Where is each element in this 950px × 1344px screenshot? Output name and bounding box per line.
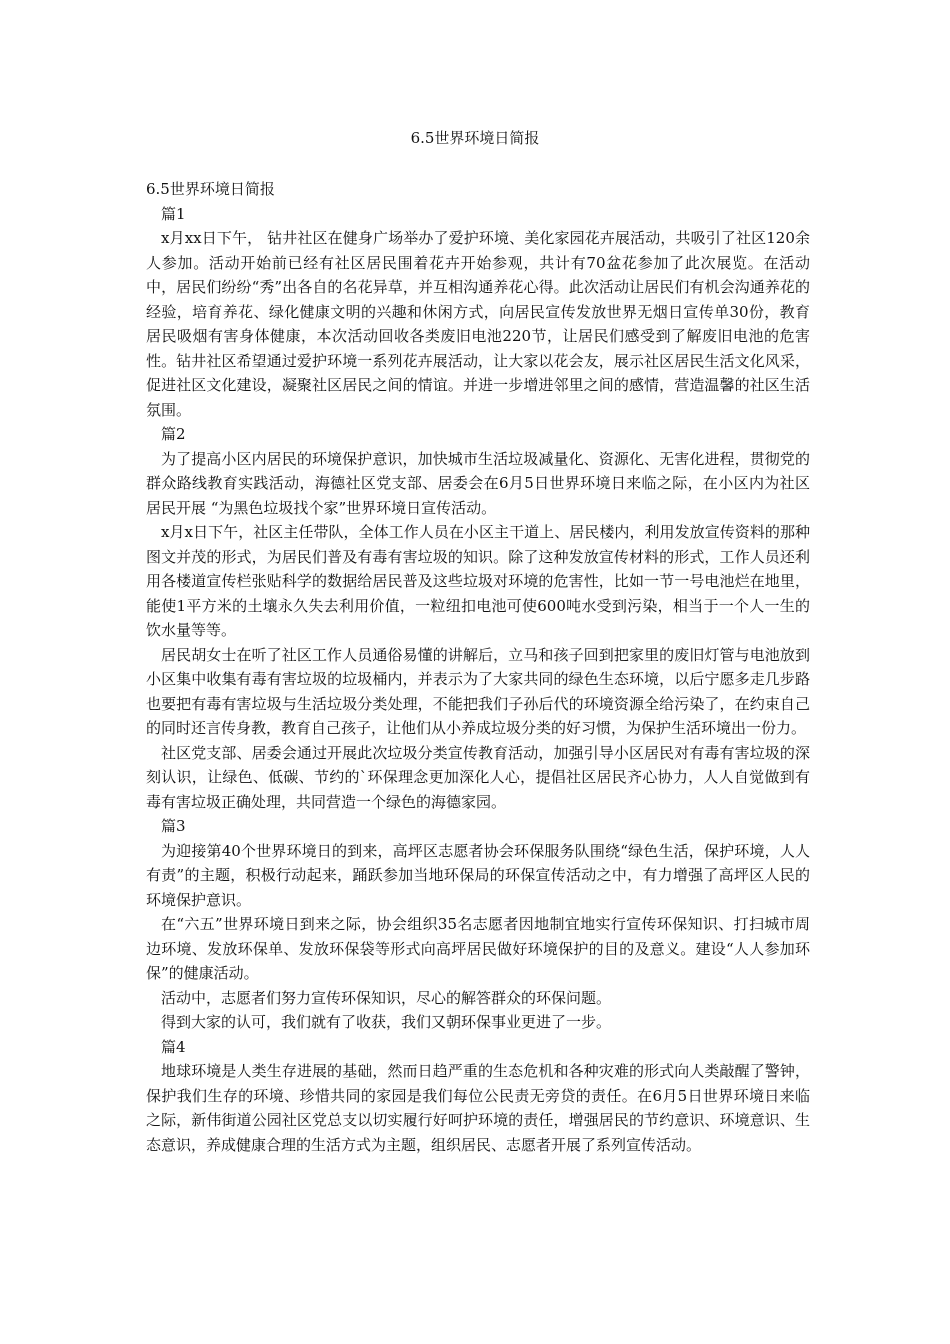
document-subtitle: 6.5世界环境日简报 [146, 180, 275, 198]
section-heading-1: 篇1 [161, 204, 186, 223]
section-heading-4: 篇4 [161, 1037, 186, 1056]
paragraph: 为了提高小区内居民的环境保护意识，加快城市生活垃圾减量化、资源化、无害化进程，贯彻党的群众路线教育实践活动，海德社区党支部、居委会在6月5日世界环境日来临之际，在小区内为社区居民开展 “为黑色垃圾找个家”世界环境日宣传活动。 [146, 449, 810, 517]
paragraph: 地球环境是人类生存进展的基础，然而日趋严重的生态危机和各种灾难的形式向人类敲醒了警钟，保护我们生存的环境、珍惜共同的家园是我们每位公民责无旁贷的责任。在6月5日世界环境日来临之际，新伟街道公园社区党总支以切实履行好呵护环境的责任，增强居民的节约意识、环境意识、生态意识，养成健康合理的生活方式为主题，组织居民、志愿者开展了系列宣传活动。 [146, 1062, 810, 1154]
paragraph: x月x日下午，社区主任带队，全体工作人员在小区主干道上、居民楼内，利用发放宣传资料的那种图文并茂的形式，为居民们普及有毒有害垃圾的知识。除了这种发放宣传材料的形式，工作人员还利用各楼道宣传栏张贴科学的数据给居民普及这些垃圾对环境的危害性，比如一节一号电池烂在地里，能使1平方米的土壤永久失去利用价值，一粒纽扣电池可使600吨水受到污染，相当于一个人一生的饮水量等等。 [146, 523, 810, 639]
paragraph: 居民胡女士在听了社区工作人员通俗易懂的讲解后，立马和孩子回到把家里的废旧灯管与电池放到小区集中收集有毒有害垃圾的垃圾桶内，并表示为了大家共同的绿色生态环境，以后宁愿多走几步路也要把有毒有害垃圾与生活垃圾分类处理，不能把我们子孙后代的环境资源全给污染了，在约束自己的同时还言传身教，教育自己孩子，让他们从小养成垃圾分类的好习惯，为保护生活环境出一份力。 [146, 645, 810, 737]
paragraph: 得到大家的认可，我们就有了收获，我们又朝环保事业更进了一步。 [161, 1013, 612, 1031]
document-body [146, 177, 810, 1157]
section-heading-3: 篇3 [161, 817, 186, 835]
document-title: 6.5世界环境日简报 [410, 129, 540, 147]
paragraph: 为迎接第40个世界环境日的到来，高坪区志愿者协会环保服务队围绕“绿色生活，保护环境，人人有责”的主题，积极行动起来，踊跃参加当地环保局的环保宣传活动之中，有力增强了高坪区人民的环境保护意识。 [146, 841, 810, 909]
paragraph: 活动中，志愿者们努力宣传环保知识，尽心的解答群众的环保问题。 [161, 988, 612, 1007]
section-heading-2: 篇2 [161, 425, 186, 443]
paragraph: 社区党支部、居委会通过开展此次垃圾分类宣传教育活动，加强引导小区居民对有毒有害垃圾的深刻认识，让绿色、低碳、节约的`环保理念更加深化人心，提倡社区居民齐心协力，人人自觉做到有毒有害垃圾正确处理，共同营造一个绿色的海德家园。 [146, 743, 810, 811]
paragraph: 在“六五”世界环境日到来之际，协会组织35名志愿者因地制宜地实行宣传环保知识、打扫城市周边环境、发放环保单、发放环保袋等形式向高坪居民做好环境保护的目的及意义。建设“人人参加环保”的健康活动。 [146, 915, 810, 982]
paragraph: x月xx日下午， 钻井社区在健身广场举办了爱护环境、美化家园花卉展活动，共吸引了社区120余人参加。活动开始前已经有社区居民围着花卉开始参观，共计有70盆花参加了此次展览。在活动中，居民们纷纷“秀”出各自的名花异草，并互相沟通养花心得。此次活动让居民们有机会沟通养花的经验，培育养花、绿化健康文明的兴趣和休闲方式，向居民宣传发放世界无烟日宣传单30份，教育居民吸烟有害身体健康，本次活动回收各类废旧电池220节，让居民们感受到了解废旧电池的危害性。钻井社区希望通过爱护环境一系列花卉展活动，让大家以花会友，展示社区居民生活文化风采，促进社区文化建设，凝聚社区居民之间的情谊。并进一步增进邻里之间的感情，营造温馨的社区生活氛围。 [146, 229, 810, 419]
